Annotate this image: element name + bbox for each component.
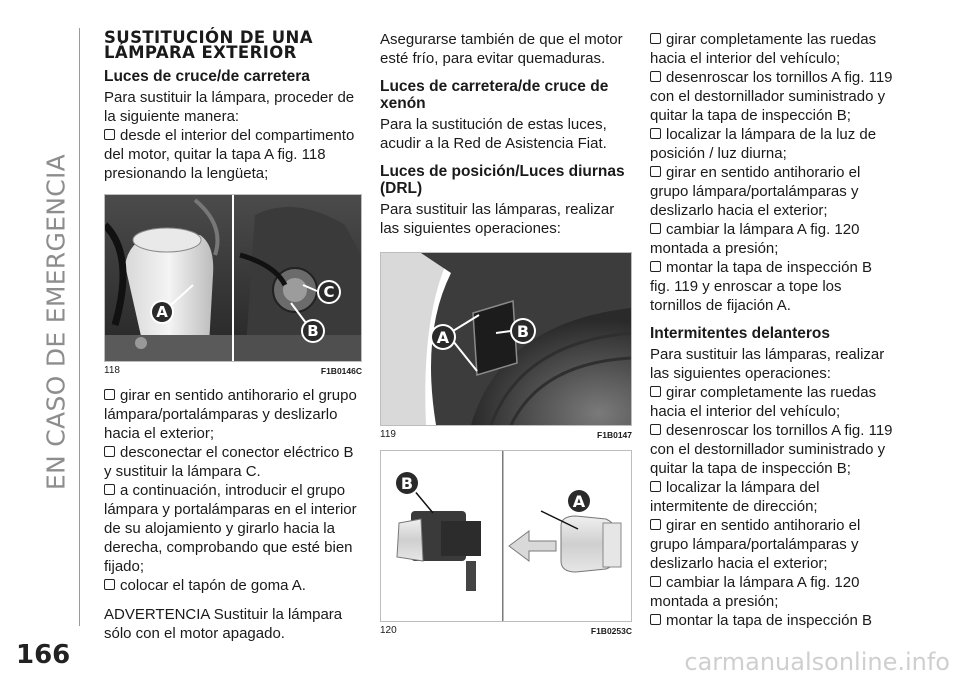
column-3 [650,30,895,630]
bullet-item: montar la tapa de inspección B fig. 119 y enroscar a tope los tornillos de fijación A. [650,259,872,314]
bullet-box-icon [104,129,115,140]
bullet-box-icon [650,33,661,44]
bullet-item: girar en sentido antihorario el grupo lámpara/portalámparas y deslizarlo hacia el exterior; [650,164,861,219]
bullet-item: cambiar la lámpara A fig. 120 montada a presión; [650,221,860,257]
figure-119-label-b: B [516,322,530,341]
column-2 [380,30,632,646]
bullet-item: localizar la lámpara del intermitente de dirección; [650,479,820,515]
figure-120-caption: 120 F1B0253C [380,625,632,636]
bullet-item: girar en sentido antihorario el grupo lámpara/portalámparas y deslizarlo hacia el exterior; [104,387,357,442]
bullet-item: girar en sentido antihorario el grupo lámpara/portalámparas y deslizarlo hacia el exterior; [650,517,861,572]
bullet-item: cambiar la lámpara A fig. 120 montada a presión; [650,574,860,610]
warning-paragraph: ADVERTENCIA Sustituir la lámpara sólo con el motor apagado. [104,606,343,642]
bullet-item: girar completamente las ruedas hacia el interior del vehículo; [650,31,877,67]
subheading-front-indicators: Intermitentes delanteros [650,325,831,342]
bullet-box-icon [104,389,115,400]
bullet-item: a continuación, introducir el grupo lámpara y portalámparas en el interior de su alojamiento y girarlo hacia la derecha, comprobando que esté bien fijado; [104,482,357,575]
bullet-box-icon [650,71,661,82]
bullet-item: montar la tapa de inspección B [650,611,895,630]
bullet-box-icon [104,579,115,590]
page-number: 166 [16,640,71,670]
bullet-box-icon [650,614,661,625]
bullet-item: desenroscar los tornillos A fig. 119 con el destornillador suministrado y quitar la tapa de inspección B; [650,422,893,477]
bullet-item: localizar la lámpara de la luz de posición / luz diurna; [650,126,877,162]
figure-120-label-b: B [400,474,414,493]
bullet-item: colocar el tapón de goma A. [104,576,362,595]
subheading-low-high-beam: Luces de cruce/de carretera [104,68,310,85]
bullet-box-icon [650,424,661,435]
figure-118 [104,194,362,377]
watermark: carmanualsonline.info [684,648,950,676]
figure-119 [380,252,632,441]
bullet-box-icon [104,484,115,495]
subheading-xenon: Luces de carretera/de cruce de xenón [380,78,609,112]
bullet-box-icon [650,519,661,530]
bullet-box-icon [104,446,115,457]
paragraph: Para sustituir las lámparas, realizar las siguientes operaciones: [650,346,885,382]
figure-120 [380,450,632,637]
bullet-item: desenroscar los tornillos A fig. 119 con el destornillador suministrado y quitar la tapa de inspección B; [650,69,893,124]
bullet-box-icon [650,261,661,272]
subheading-drl: Luces de posición/Luces diurnas (DRL) [380,163,625,197]
figure-118-caption: 118 F1B0146C [104,365,362,376]
figure-118-label-a: A [156,303,168,321]
bullet-box-icon [650,481,661,492]
paragraph: Asegurarse también de que el motor esté frío, para evitar quemaduras. [380,31,623,67]
chapter-title: EN CASO DE EMERGENCIA [41,153,71,491]
bullet-box-icon [650,576,661,587]
figure-118-image [104,194,362,362]
figure-120-image [380,450,632,622]
bullet-item: girar completamente las ruedas hacia el interior del vehículo; [650,384,877,420]
figure-119-caption: 119 F1B0147 [380,429,632,440]
bullet-box-icon [650,386,661,397]
figure-119-label-a: A [436,328,450,347]
sidebar-rule [79,28,80,626]
column-1 [104,30,362,643]
bullet-box-icon [650,223,661,234]
bullet-box-icon [650,128,661,139]
figure-120-label-a: A [572,492,586,511]
bullet-item: desconectar el conector eléctrico B y sustituir la lámpara C. [104,444,354,480]
figure-118-label-b: B [307,322,319,340]
figure-119-image [380,252,632,426]
sidebar [0,0,80,678]
bullet-item: desde el interior del compartimento del motor, quitar la tapa A fig. 118 presionando la lengüeta; [104,127,355,182]
paragraph: Para la sustitución de estas luces, acudir a la Red de Asistencia Fiat. [380,116,607,152]
section-title: SUSTITUCIÓN DE UNA LÁMPARA EXTERIOR [104,28,313,62]
figure-118-label-c: C [323,283,335,301]
paragraph: Para sustituir la lámpara, proceder de la siguiente manera: [104,89,355,125]
paragraph: Para sustituir las lámparas, realizar las siguientes operaciones: [380,201,615,237]
bullet-box-icon [650,166,661,177]
